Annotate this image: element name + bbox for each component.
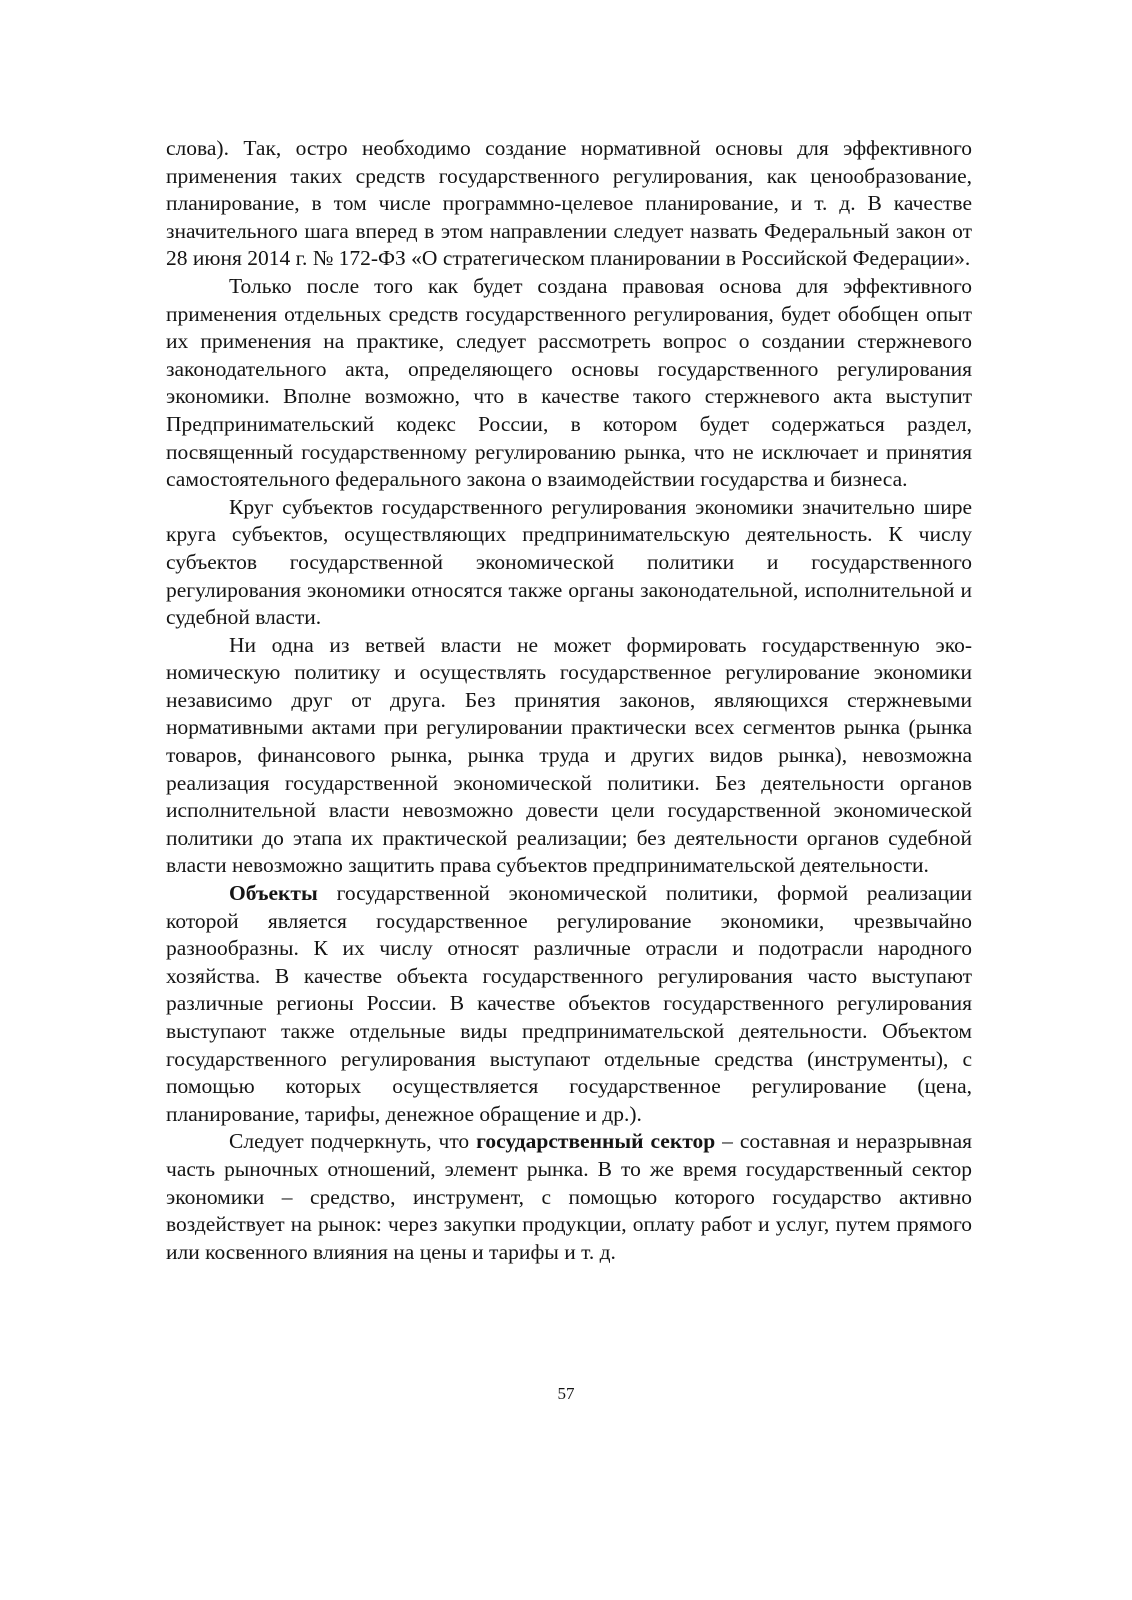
paragraph-6-text-end: – составная и неразрывная часть рыночных отношений, элемент рынка. В то же время государственный сектор экономики – средство, инструмент, с помощью которого государство активно воздействует на рынок: через закупки продукции, оплату работ и услуг, путем прямого или косвенного влияния на цены и тарифы и т. д.: [166, 1129, 972, 1264]
paragraph-6: [166, 1128, 972, 1266]
paragraph-5: [166, 880, 972, 1128]
body-text: [166, 135, 972, 1266]
term-objects: Объекты: [229, 881, 318, 906]
paragraph-1: [166, 135, 972, 273]
paragraph-5-text: государственной экономической политики, формой реализации которой является государственное регулирование экономики, чрезвычайно разнообразны. К их числу относят различные отрасли и подотрасли народного хозяйства. В качестве объекта государственного регулирования часто выступают различные регионы России. В качестве объектов государственного регулирования выступают также отдельные виды предпринимательской деятельности. Объектом государственного регулирования выступают отдельные средства (инструменты), с помощью которых осуществляется государственное регулирование (цена, планирование, тарифы, денежное обращение и др.).: [166, 881, 972, 1126]
term-state-sector: государственный сектор: [476, 1129, 716, 1154]
paragraph-3-text: Круг субъектов государственного регулирования экономики значительно шире круга субъектов, осуществляющих предпринимательскую деятельность. К числу субъектов государственной экономической политики и государственного регулирования экономики относятся также органы законодательной, исполнительной и судебной власти.: [166, 494, 972, 630]
paragraph-2: [166, 273, 972, 494]
paragraph-4: [166, 632, 972, 880]
paragraph-2-text: Только после того как будет создана правовая основа для эффективного применения отдельных средств государственного регулирования, будет обобщен опыт их применения на практике, следует рассмотреть вопрос о создании стержневого законодательного акта, определяющего основы государственного регулирования экономики. Вполне возможно, что в качестве такого стержневого акта выступит Предпринимательский кодекс России, в котором будет содержаться раздел, посвященный государственному регулированию рынка, что не исключает и принятия самостоятельного федерального закона о взаимодействии государства и бизнеса.: [166, 273, 972, 492]
paragraph-6-text-start: Следует подчеркнуть, что: [229, 1129, 477, 1154]
paragraph-4-text: Ни одна из ветвей власти не может формировать государственную экономическую политику и осуществлять государственное регулирование экономики независимо друг от друга. Без принятия законов, являющихся стержневыми нормативными актами при регулировании практически всех сегментов рынка (рынка товаров, финансового рынка, рынка труда и других видов рынка), невозможна реализация государственной экономической политики. Без деятельности органов исполнительной власти невозможно довести цели государственной экономической политики до этапа их практической реализации; без деятельности органов судебной власти невозможно защитить права субъектов предпринимательской деятельности.: [166, 632, 972, 878]
paragraph-1-text: слова). Так, остро необходимо создание нормативной основы для эффективного применения таких средств государственного регулирования, как ценообразование, планирование, в том числе программно-целевое планирование, и т. д. В качестве значительного шага вперед в этом направлении следует назвать Федеральный закон от 28 июня 2014 г. № 172-ФЗ «О стратегическом планировании в Российской Федерации».: [166, 136, 972, 271]
page-number: 57: [557, 1384, 575, 1403]
paragraph-3: [166, 494, 972, 632]
